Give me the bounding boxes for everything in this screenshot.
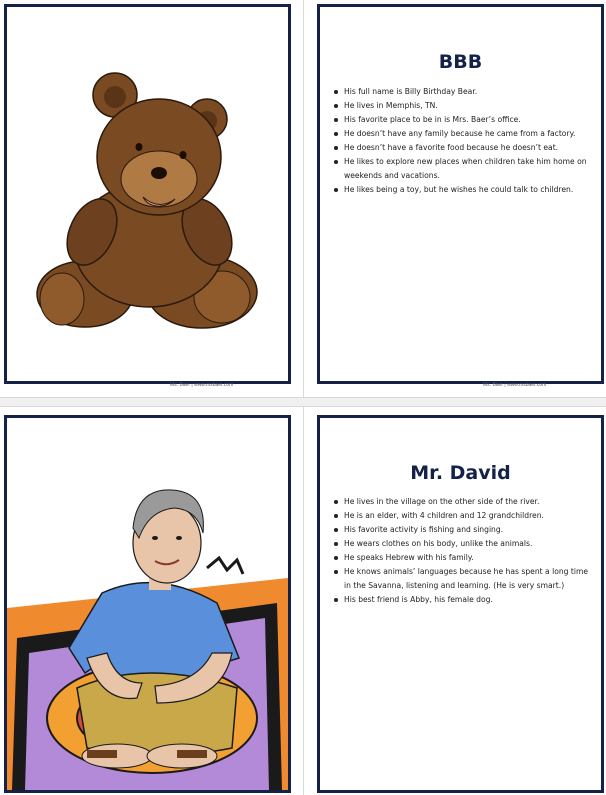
footer-credit: Ms. Baer | www.msbaer.com — [170, 382, 234, 388]
bullet-icon — [334, 118, 338, 122]
bbb-fact-item: His favorite place to be in is Mrs. Baer’s office. — [334, 113, 593, 127]
bullet-icon — [334, 514, 338, 518]
bbb-info-card — [317, 4, 604, 384]
bbb-title: BBB — [438, 51, 483, 73]
bullet-icon — [334, 542, 338, 546]
bbb-fact-item: He likes to explore new places when children take him home on weekends and vacations. — [334, 155, 593, 183]
david-fact-item: His favorite activity is fishing and singing. — [334, 523, 593, 537]
bullet-icon — [334, 90, 338, 94]
bullet-icon — [334, 104, 338, 108]
bullet-icon — [334, 556, 338, 560]
bbb-fact-item: He doesn’t have any family because he came from a factory. — [334, 127, 593, 141]
david-fact-item: He knows animals’ languages because he has spent a long time in the Savanna, listening and learning. (He is very smart.) — [334, 565, 593, 593]
bbb-fact-item: He likes being a toy, but he wishes he could talk to children. — [334, 183, 593, 197]
david-title: Mr. David — [410, 462, 511, 484]
bullet-icon — [334, 132, 338, 136]
bullet-icon — [334, 146, 338, 150]
david-fact-item: He wears clothes on his body, unlike the animals. — [334, 537, 593, 551]
bullet-icon — [334, 598, 338, 602]
david-illustration-card — [4, 415, 291, 793]
bear-illustration-card — [4, 4, 291, 384]
david-fact-item: His best friend is Abby, his female dog. — [334, 593, 593, 607]
bullet-icon — [334, 528, 338, 532]
david-facts-list — [334, 495, 593, 607]
bbb-fact-item: He lives in Memphis, TN. — [334, 99, 593, 113]
david-fact-item: He speaks Hebrew with his family. — [334, 551, 593, 565]
bbb-fact-item: He doesn’t have a favorite food because he doesn’t eat. — [334, 141, 593, 155]
david-fact-item: He is an elder, with 4 children and 12 grandchildren. — [334, 509, 593, 523]
david-info-card — [317, 415, 604, 793]
david-fact-item: He lives in the village on the other side of the river. — [334, 495, 593, 509]
bbb-facts-list — [334, 85, 593, 197]
bullet-icon — [334, 570, 338, 574]
footer-credit: Ms. Baer | www.msbaer.com — [483, 382, 547, 388]
bullet-icon — [334, 188, 338, 192]
page-divider-horizontal — [0, 397, 606, 407]
bbb-fact-item: His full name is Billy Birthday Bear. — [334, 85, 593, 99]
bullet-icon — [334, 500, 338, 504]
teddy-bear-illustration — [7, 7, 288, 381]
bullet-icon — [334, 160, 338, 164]
seated-elder-illustration — [7, 418, 288, 790]
